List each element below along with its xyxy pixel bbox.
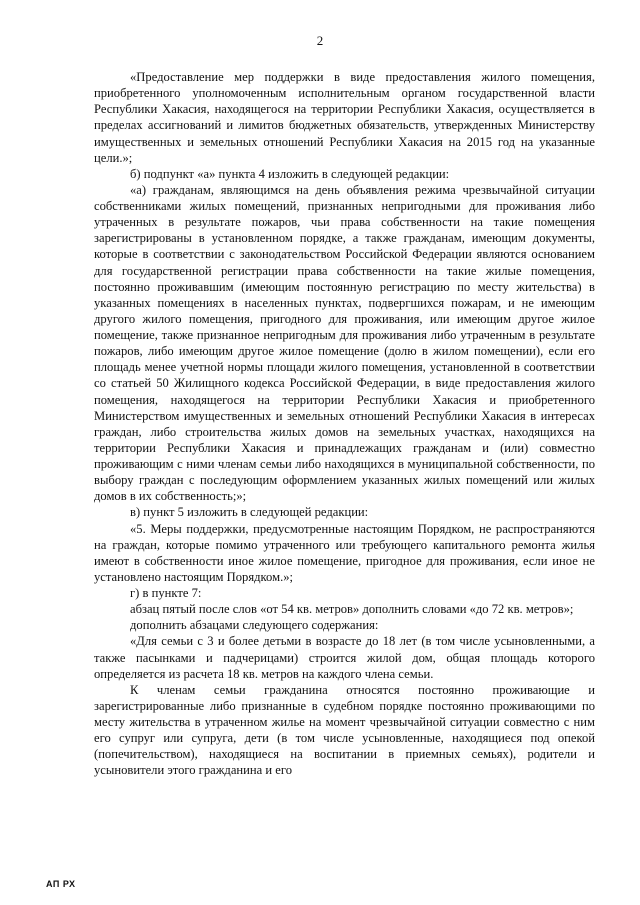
paragraph-5: «5. Меры поддержки, предусмотренные настоящим Порядком, не распространяются на граждан, которые помимо утраченного или требующего капитального ремонта жилья имеют в собственности иное жилое помещение, пригодное для проживания, если иное не установлено настоящим Порядком.»; <box>94 521 595 584</box>
paragraph-9: «Для семьи с 3 и более детьми в возрасте до 18 лет (в том числе усыновленными, а также пасынками и падчерицами) строится жилой дом, общая площадь которого определяется из расчета 18 кв. метров на каждого члена семьи. <box>94 634 595 681</box>
footer-mark: АП РХ <box>46 879 76 889</box>
paragraph-2: б) подпункт «а» пункта 4 изложить в следующей редакции: <box>130 166 450 181</box>
paragraph-10: К членам семьи гражданина относятся постоянно проживающие и зарегистрированные либо признанные в судебном порядке постоянно проживающими по месту жительства в утраченном жилье на момент чрезвычайной ситуации совместно с ним его супруг или супруга, дети (в том числе усыновленные, находящиеся под опекой (попечительством), находящиеся на воспитании в приемных семьях), родители и усыновители этого гражданина и его <box>94 682 595 778</box>
paragraph-4: в) пункт 5 изложить в следующей редакции: <box>130 505 369 520</box>
document-body <box>94 69 595 779</box>
paragraph-3: «а) гражданам, являющимся на день объявления режима чрезвычайной ситуации собственниками жилых помещений, признанных непригодными для проживания либо утраченных в результате пожаров, чьи права собственности на такие помещения зарегистрированы в установленном порядке, а также гражданам, имеющим документы, которые в соответствии с законодательством Российской Федерации являются основанием для государственной регистрации права собственности на такие жилые помещения, постоянно проживавшим (имеющим постоянную регистрацию по месту жительства) в указанных помещениях в населенных пунктах, подвергшихся пожарам, и не имеющим другого жилого помещения, пригодного для проживания, или имеющим другое жилое помещение, также признанное непригодным для проживания либо утраченным в результате пожаров, либо имеющим другое жилое помещение (долю в жилом помещении), если его площадь менее учетной нормы площади жилого помещения, установленной в соответствии со статьей 50 Жилищного кодекса Российской Федерации, в виде предоставления жилого помещения, находящегося на территории Республики Хакасия и приобретенного Министерством имущественных и земельных отношений Республики Хакасия в интересах граждан, либо строительства жилых домов на земельных участках, находящихся на территории Республики Хакасия и принадлежащих гражданам и (или) совместно проживающим с ними членам семьи либо находящихся в муниципальной собственности, по выбору граждан с последующим оформлением указанных жилых помещений или жилых домов в их собственность;»; <box>94 182 595 504</box>
paragraph-7: абзац пятый после слов «от 54 кв. метров» дополнить словами «до 72 кв. метров»; <box>130 602 574 617</box>
paragraph-1: «Предоставление мер поддержки в виде предоставления жилого помещения, приобретенного уполномоченным исполнительным органом государственной власти Республики Хакасия, находящегося на территории Республики Хакасия, осуществляется в пределах ассигнований и лимитов бюджетных обязательств, утвержденных Министерству имущественных и земельных отношений Республики Хакасия на 2015 год на указанные цели.»; <box>94 70 595 165</box>
page-number: 2 <box>316 33 324 48</box>
paragraph-8: дополнить абзацами следующего содержания: <box>130 618 379 633</box>
paragraph-6: г) в пункте 7: <box>130 586 202 600</box>
